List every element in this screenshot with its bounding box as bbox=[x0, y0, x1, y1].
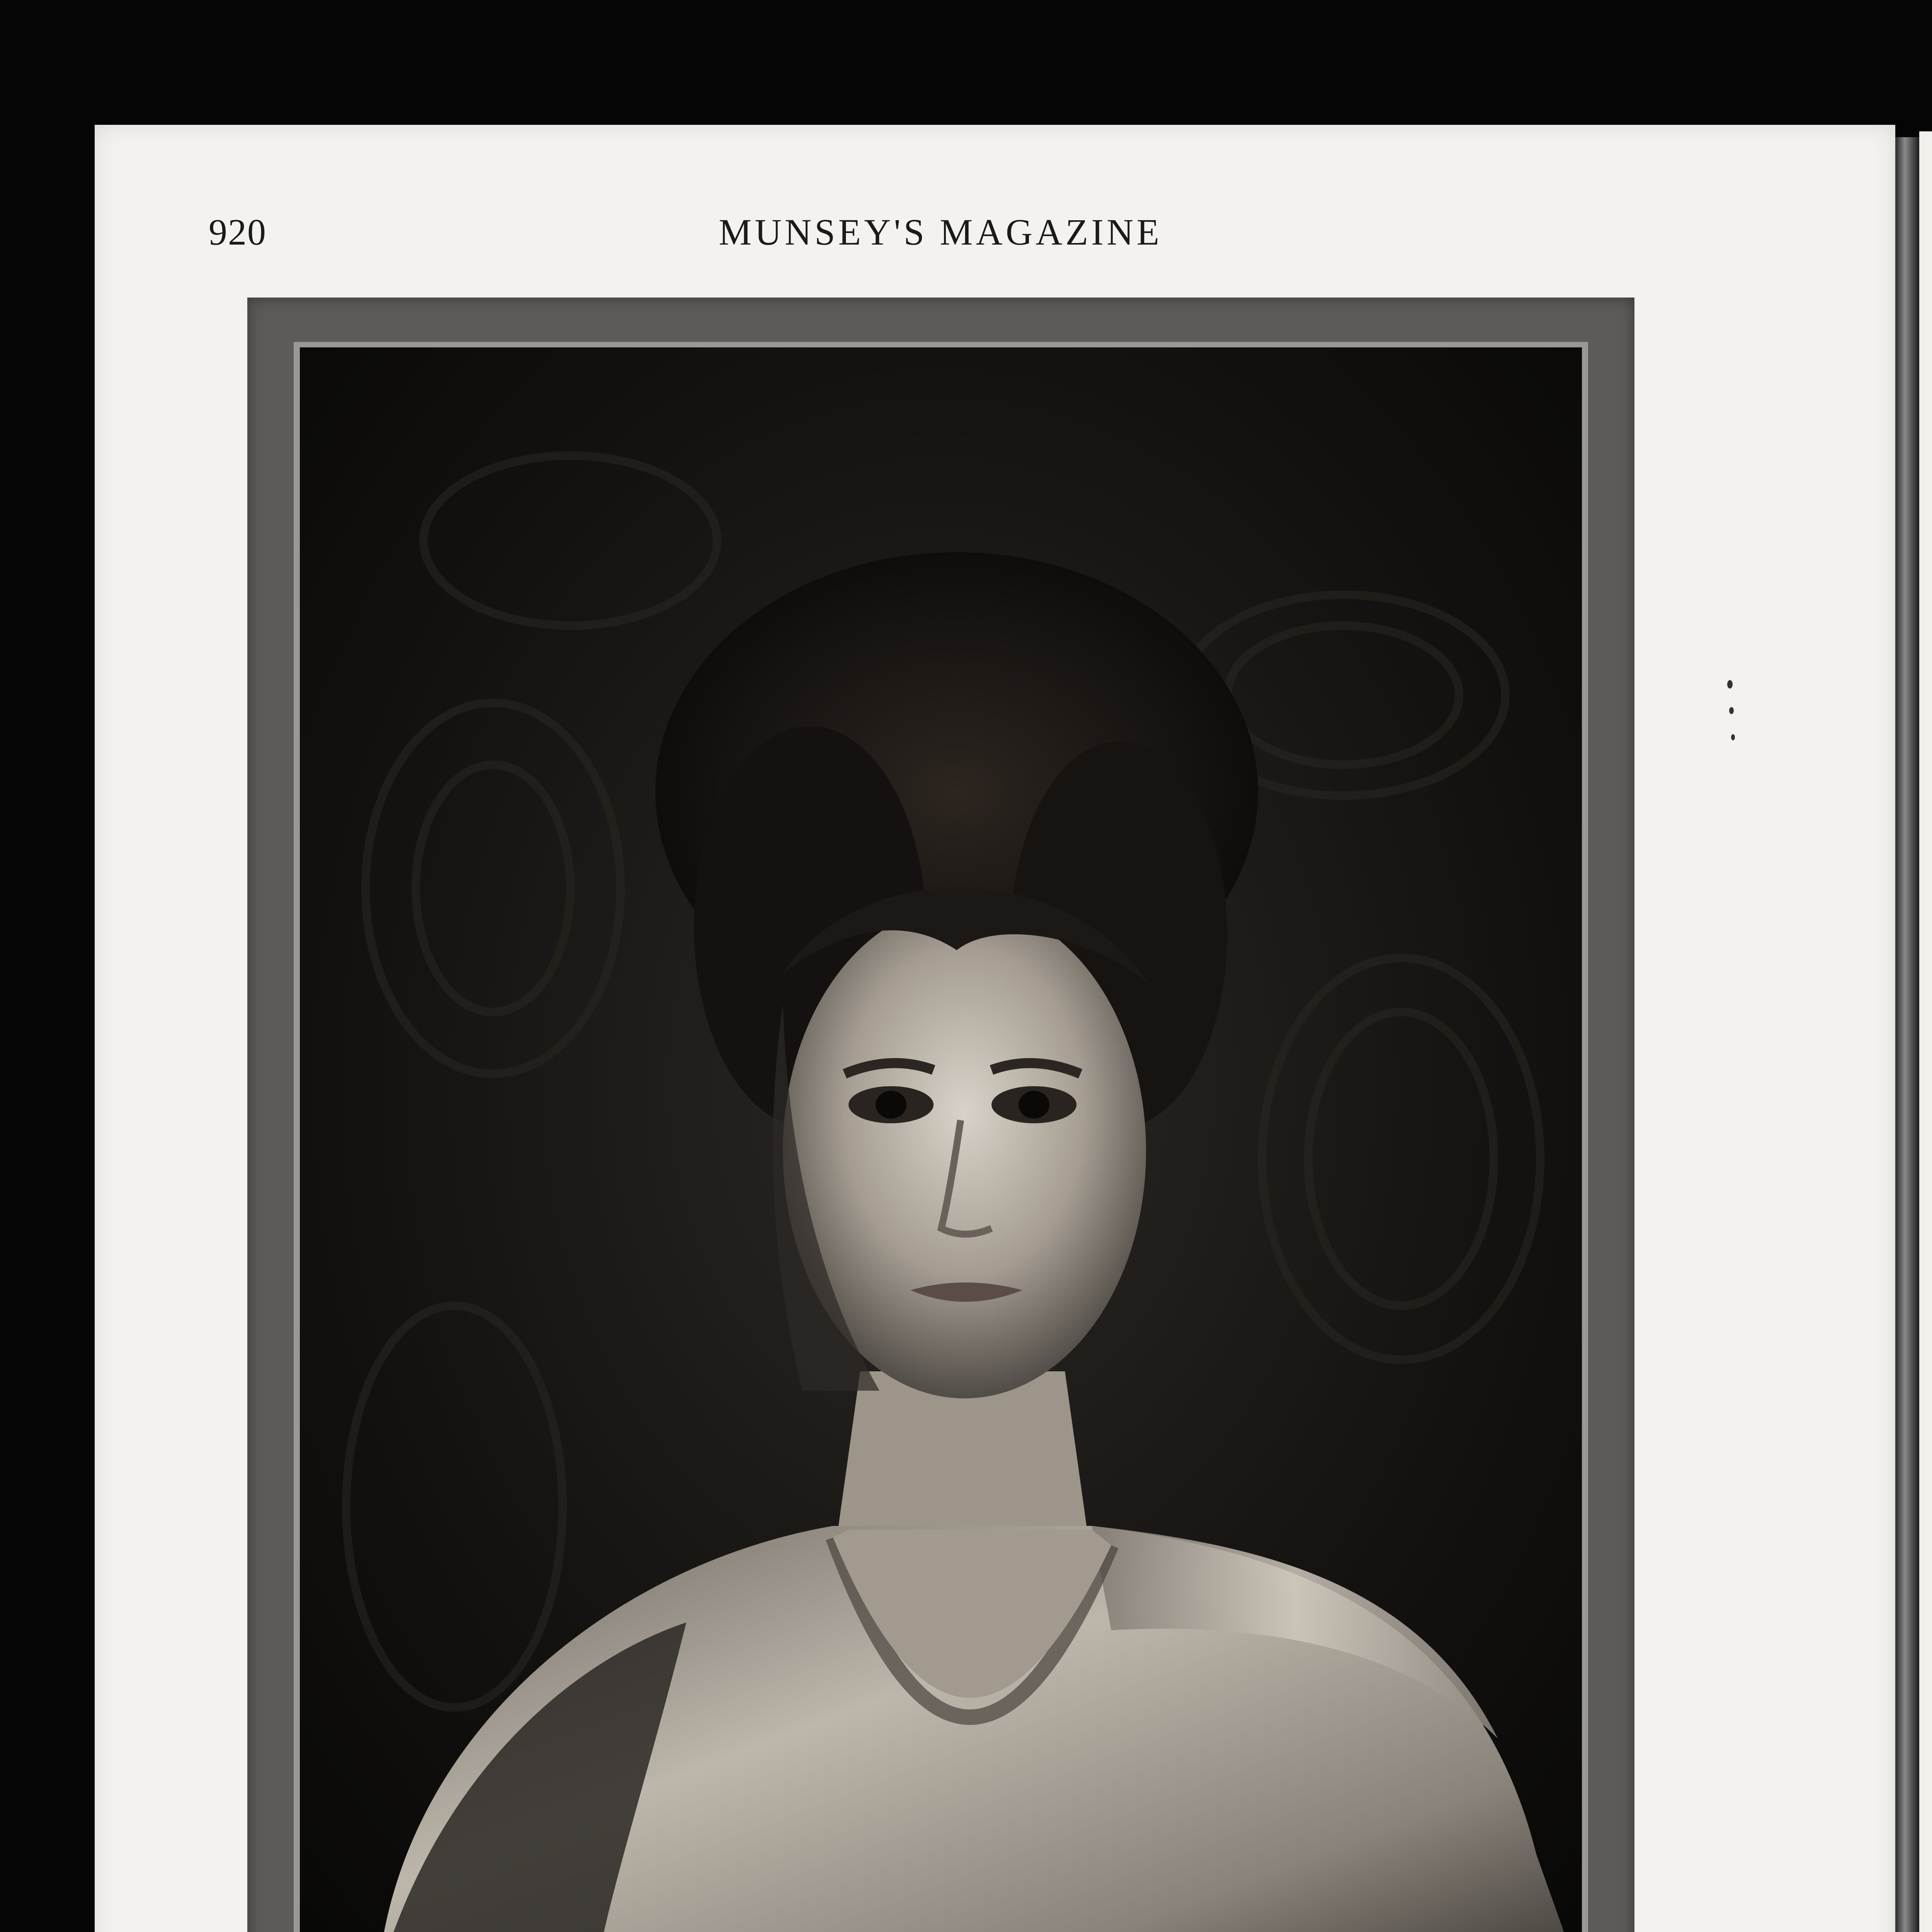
magazine-title: MUNSEY'S MAGAZINE bbox=[719, 211, 1162, 253]
photo-frame bbox=[247, 298, 1634, 1932]
adjacent-page-edge bbox=[1919, 131, 1932, 1932]
scan-speck bbox=[1731, 734, 1735, 740]
scan-speck bbox=[1727, 680, 1733, 689]
portrait-image bbox=[300, 347, 1582, 1932]
photo-border bbox=[294, 342, 1588, 1932]
page-number: 920 bbox=[209, 211, 267, 253]
portrait-photo bbox=[300, 347, 1582, 1932]
scan-speck bbox=[1729, 707, 1734, 714]
page-gutter bbox=[1895, 137, 1919, 1932]
